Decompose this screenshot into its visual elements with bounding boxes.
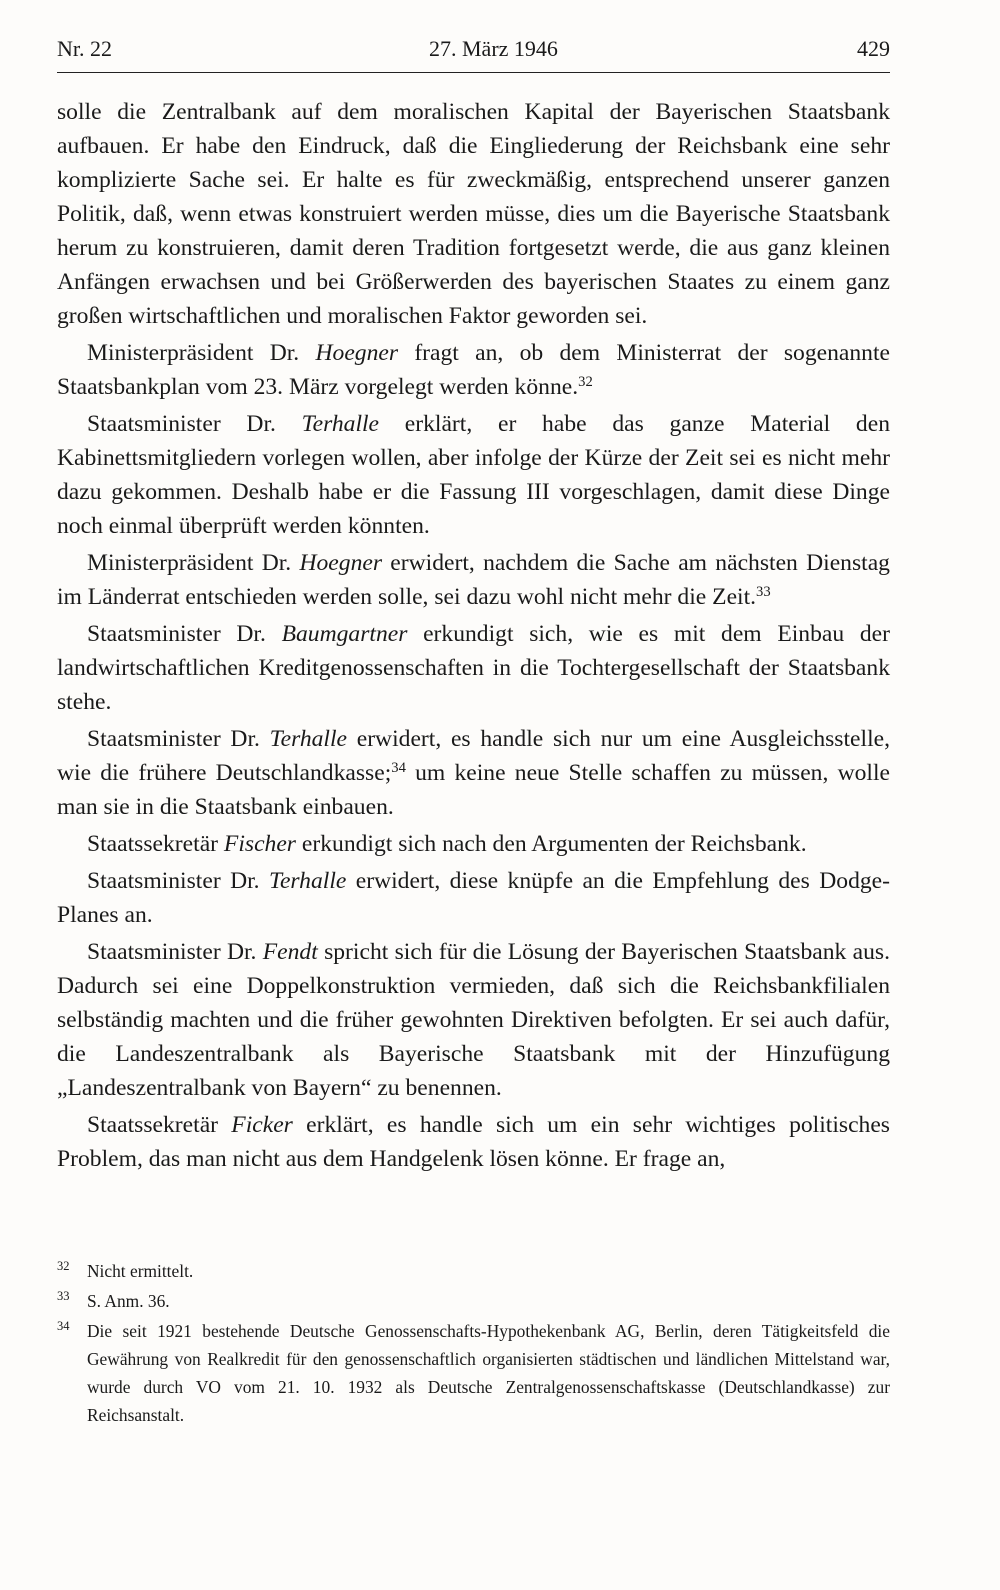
footnote-number: 34 — [57, 1319, 70, 1333]
session-date: 27. März 1946 — [429, 36, 558, 61]
footnote-ref: 32 — [578, 373, 593, 390]
speaker-name: Ficker — [231, 1112, 293, 1138]
minutes-text — [57, 95, 890, 1179]
footnote: 34 Die seit 1921 bestehende Deutsche Genossenschafts-Hypothekenbank AG, Berlin, deren Tätigkeitsfeld die Gewährung von Realkredit für den genossenschaftlich organisierten städtischen und ländlichen Mittelstand war, wurde durch VO vom 21. 10. 1932 als Deutsche Zentralgenossenschaftskasse (Deutschlandkasse) zur Reichsanstalt. — [57, 1317, 890, 1429]
footnote-ref: 33 — [756, 583, 771, 600]
footnote: 33 S. Anm. 36. — [57, 1287, 890, 1315]
paragraph: solle die Zentralbank auf dem moralischen Kapital der Bayerischen Staatsbank aufbauen. Er habe den Eindruck, daß die Eingliederung der Reichsbank eine sehr komplizierte Sache sei. Er halte es für zweckmäßig, entsprechend unserer ganzen Politik, daß, wenn etwas konstruiert werden müsse, dies um die Bayerische Staatsbank herum zu konstruieren, damit deren Tradition fortgesetzt werde, die aus ganz kleinen Anfängen erwachsen und bei Größerwerden des bayerischen Staates zu einem ganz großen wirtschaftlichen und moralischen Faktor geworden sei. — [57, 99, 890, 329]
speaker-name: Terhalle — [268, 868, 347, 894]
speaker-name: Fendt — [262, 939, 318, 965]
page-number: 429 — [857, 36, 890, 61]
page-header — [57, 36, 890, 73]
speaker-name: Hoegner — [299, 550, 383, 576]
paragraph: Staatsminister Dr. Fendt spricht sich für die Lösung der Bayerischen Staatsbank aus. Dadurch sei eine Doppelkonstruktion vermieden, daß sich die Reichsbankfilialen selbständig machten und die früher gewohnten Direktiven befolgten. Er sei auch dafür, die Landeszentralbank als Bayerische Staatsbank mit der Hinzufügung „Landeszentralbank von Bayern“ zu benennen. — [57, 939, 890, 1101]
footnote-number: 33 — [57, 1289, 70, 1303]
footnote: 32 Nicht ermittelt. — [57, 1257, 890, 1285]
footnote-ref: 34 — [391, 759, 406, 776]
paragraph: Staatsminister Dr. Terhalle erwidert, es handle sich nur um eine Ausgleichsstelle, wie die frühere Deutschlandkasse;$^{34}$ um keine neue Stelle schaffen zu müssen, wolle man sie in die Staatsbank einbauen. — [57, 726, 891, 820]
speaker-name: Hoegner — [315, 340, 399, 366]
footnote-number: 32 — [57, 1259, 70, 1273]
paragraph: Staatsminister Dr. Terhalle erwidert, diese knüpfe an die Empfehlung des Dodge-Planes an. — [57, 868, 890, 928]
paragraph: Staatsminister Dr. Baumgartner erkundigt sich, wie es mit dem Einbau der landwirtschaftlichen Kreditgenossenschaften in die Tochtergesellschaft der Staatsbank stehe. — [57, 621, 890, 715]
speaker-name: Baumgartner — [281, 621, 408, 647]
speaker-name: Fischer — [223, 831, 296, 857]
paragraph: Staatsminister Dr. Terhalle erklärt, er habe das ganze Material den Kabinettsmitgliedern vorlegen wollen, aber infolge der Kürze der Zeit sei es nicht mehr dazu gekommen. Deshalb habe er die Fassung III vorgeschlagen, damit diese Dinge noch einmal überprüft werden könnten. — [57, 411, 890, 539]
paragraph: Ministerpräsident Dr. Hoegner erwidert, nachdem die Sache am nächsten Dienstag im Länderrat entschieden werden solle, sei dazu wohl nicht mehr die Zeit.$^{33}$ — [57, 550, 890, 610]
paragraph: Staatssekretär Ficker erklärt, es handle sich um ein sehr wichtiges politisches Problem, das man nicht aus dem Handgelenk lösen könne. Er frage an, — [57, 1112, 890, 1172]
footnotes — [57, 1257, 890, 1431]
paragraph: Staatssekretär Fischer erkundigt sich nach den Argumenten der Reichsbank. — [87, 831, 807, 857]
issue-number: Nr. 22 — [57, 36, 112, 61]
speaker-name: Terhalle — [301, 411, 380, 437]
paragraph: Ministerpräsident Dr. Hoegner fragt an, ob dem Ministerrat der sogenannte Staatsbankplan vom 23. März vorgelegt werden könne.$^{32}$ — [57, 340, 890, 400]
speaker-name: Terhalle — [269, 726, 347, 752]
